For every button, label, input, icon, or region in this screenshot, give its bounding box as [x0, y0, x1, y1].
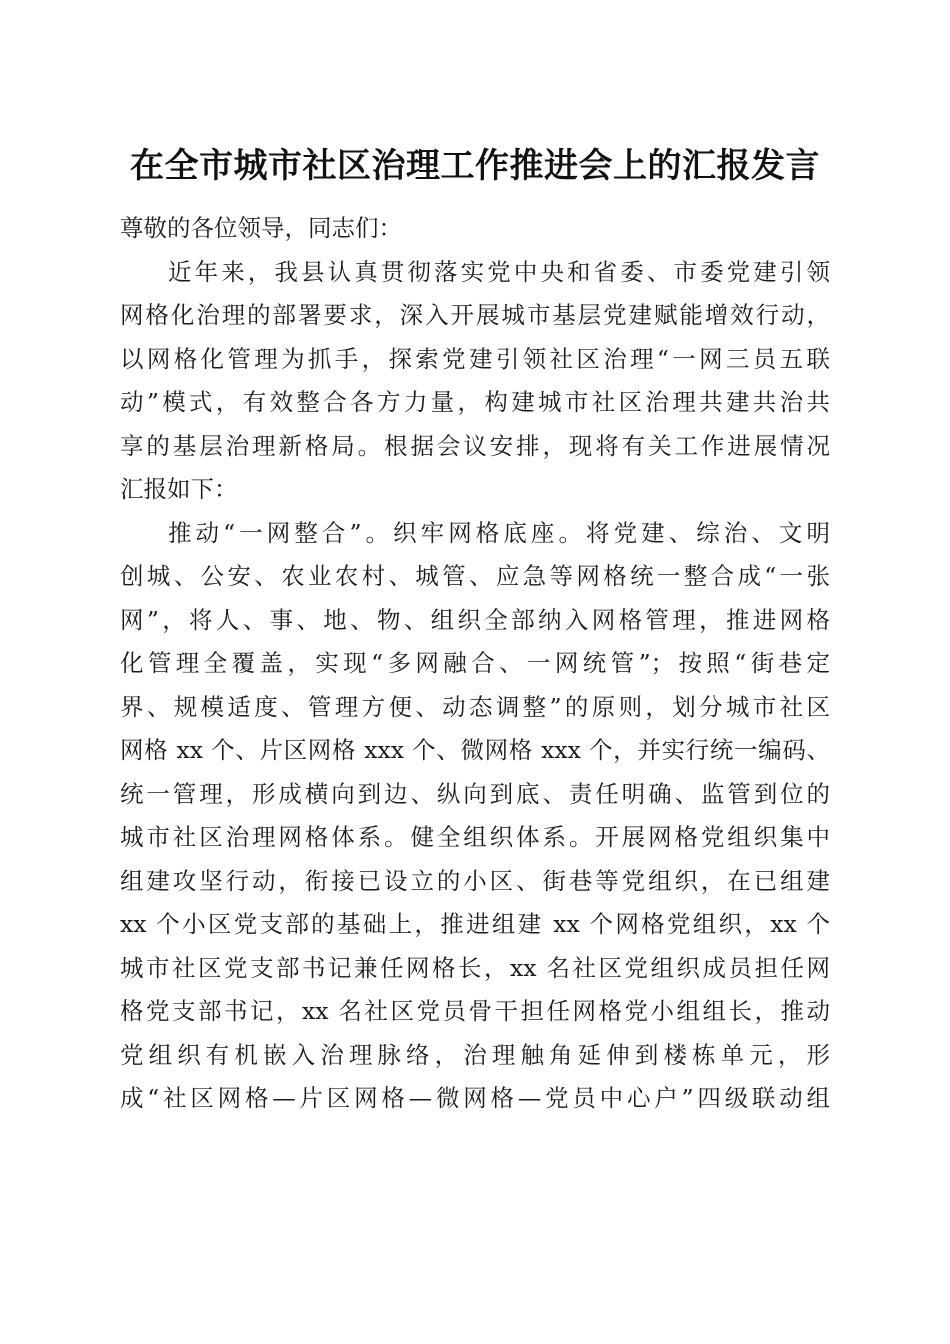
paragraph-line: 汇报如下：	[120, 475, 238, 503]
paragraph-line: 近年来，我县认真贯彻落实党中央和省委、市委党建引领	[168, 257, 830, 286]
paragraph-line: 党组织有机嵌入治理脉络，治理触角延伸到楼栋单元，形	[120, 1040, 830, 1069]
paragraph-line: 城市社区党支部书记兼任网格长，xx 名社区党组织成员担任网	[120, 953, 830, 982]
paragraph-line: 格党支部书记，xx 名社区党员骨干担任网格党小组组长，推动	[120, 997, 830, 1025]
paragraph-intro	[120, 251, 830, 512]
paragraph-line: 享的基层治理新格局。根据会议安排，现将有关工作进展情况	[120, 431, 830, 460]
salutation: 尊敬的各位领导，同志们：	[120, 214, 402, 242]
paragraph-line: 网格 xx 个、片区网格 xxx 个、微网格 xxx 个，并实行统一编码、	[120, 736, 830, 764]
paragraph-line: 以网格化管理为抓手，探索党建引领社区治理“一网三员五联	[120, 344, 830, 373]
paragraph-line: 城市社区治理网格体系。健全组织体系。开展网格党组织集中	[120, 823, 830, 851]
paragraph-line: 成“社区网格—片区网格—微网格—党员中心户”四级联动组	[120, 1084, 830, 1112]
paragraph-line: 动”模式，有效整合各方力量，构建城市社区治理共建共治共	[120, 388, 830, 416]
paragraph-line: 统一管理，形成横向到边、纵向到底、责任明确、监管到位的	[120, 779, 830, 808]
document-title: 在全市城市社区治理工作推进会上的汇报发言	[130, 146, 820, 186]
paragraph-line: 组建攻坚行动，衔接已设立的小区、街巷等党组织，在已组建	[120, 866, 830, 895]
paragraph-line: 创城、公安、农业农村、城管、应急等网格统一整合成“一张	[120, 562, 830, 590]
paragraph-line: 网格化治理的部署要求，深入开展城市基层党建赋能增效行动，	[120, 301, 830, 329]
paragraph-line: 化管理全覆盖，实现“多网融合、一网统管”；按照“街巷定	[120, 649, 830, 677]
paragraph-line: 网”，将人、事、地、物、组织全部纳入网格管理，推进网格	[120, 605, 830, 634]
paragraph-network-integration	[120, 512, 830, 1121]
paragraph-line: 推动“一网整合”。织牢网格底座。将党建、综治、文明	[168, 518, 830, 547]
document-body	[120, 207, 830, 1121]
paragraph-line: xx 个小区党支部的基础上，推进组建 xx 个网格党组织，xx 个	[120, 910, 830, 938]
paragraph-line: 界、规模适度、管理方便、动态调整”的原则，划分城市社区	[120, 692, 830, 721]
